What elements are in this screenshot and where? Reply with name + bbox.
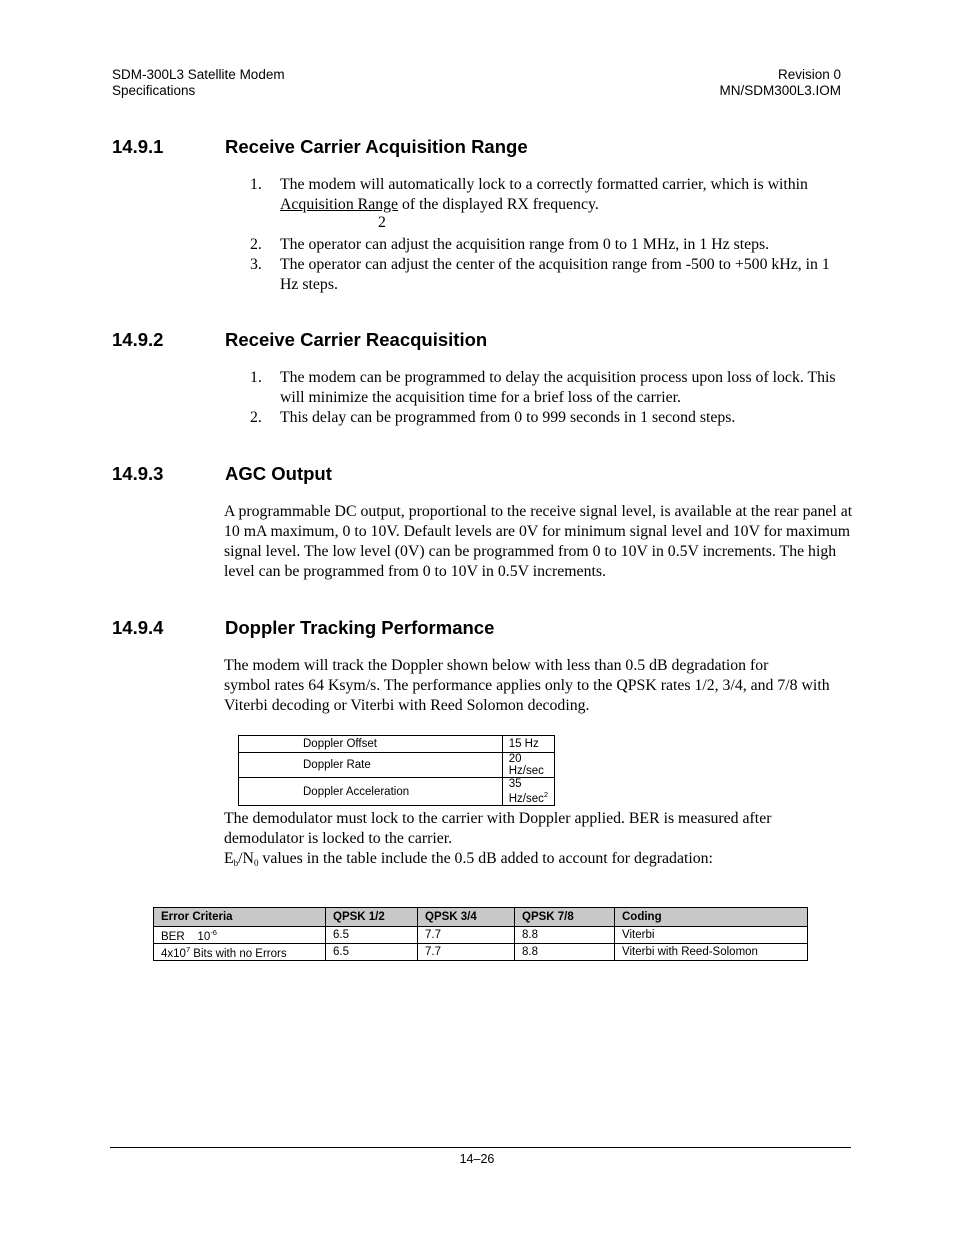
footer-rule [110,1147,851,1148]
list-text: The modem will automatically lock to a correctly formatted carrier, which is within [280,176,808,193]
doc-revision: Revision 0 [777,67,841,82]
list-number: 3. [250,256,262,273]
criteria-text: 4x10 [161,947,186,960]
list-item [250,408,850,428]
footnote-marker: 2 [378,214,386,231]
numbered-list [250,175,850,295]
list-number: 1. [250,369,262,386]
doppler-table [238,735,555,806]
table-cell: Viterbi with Reed-Solomon [615,944,808,961]
acquisition-range-link[interactable]: Acquisition Range [280,196,399,213]
table-header-row [154,908,808,927]
list-item [250,368,850,408]
eb-symbol: E [224,850,234,867]
section-title: Receive Carrier Acquisition Range [225,136,528,157]
subscript: 0 [253,858,259,868]
table-row [154,944,808,961]
superscript: 2 [543,790,549,799]
doc-title: SDM-300L3 Satellite Modem [112,67,285,82]
table-row [154,927,808,944]
table-row [239,753,555,778]
list-number: 2. [250,409,262,426]
column-header: QPSK 1/2 [326,908,418,927]
column-header: Error Criteria [154,908,326,927]
section-number: 14.9.2 [112,329,164,350]
table-cell: Viterbi [615,927,808,944]
table-cell: 8.8 [515,927,615,944]
list-item [250,235,850,255]
numbered-list [250,368,850,428]
table-cell: 15 Hz [502,736,554,753]
table-cell [154,927,326,944]
list-text: The operator can adjust the acquisition range from 0 to 1 MHz, in 1 Hz steps. [280,236,770,253]
page-number: 14–26 [459,1152,495,1166]
paragraph-line: The modem will track the Doppler shown below with less than 0.5 dB degradation for [224,657,769,674]
list-number: 1. [250,176,262,193]
criteria-text: Bits with no Errors [190,947,287,960]
section-title: Receive Carrier Reacquisition [225,329,488,350]
list-number: 2. [250,236,262,253]
list-text: The modem can be programmed to delay the acquisition process upon loss of lock. This will minimize the acquisition time for a brief loss of the carrier. [280,369,836,406]
n0-symbol: /N [238,850,254,867]
table-cell: Doppler Acceleration [239,778,503,806]
table-cell: 6.5 [326,927,418,944]
table-cell: 20 Hz/sec [502,753,554,778]
doc-chapter: Specifications [112,83,196,98]
error-criteria-table [153,907,808,961]
column-header: QPSK 7/8 [515,908,615,927]
ebno-paragraph [224,849,854,873]
table-cell: 6.5 [326,944,418,961]
table-row [239,778,555,806]
column-header: Coding [615,908,808,927]
table-row [239,736,555,753]
superscript: -6 [210,927,217,937]
section-title: Doppler Tracking Performance [225,617,495,638]
table-cell: Doppler Offset [239,736,503,753]
section-number: 14.9.3 [112,463,164,484]
paragraph-text: values in the table include the 0.5 dB added to account for degradation: [258,850,713,867]
list-text: of the displayed RX frequency. [398,196,599,213]
table-cell: 7.7 [418,927,515,944]
body-paragraph [224,656,854,716]
paragraph-line: symbol rates 64 Ksym/s. The performance applies only to the QPSK rates 1/2, 3/4, and 7/8 with Viterbi decoding or Viterbi with Reed Solomon decoding. [224,677,830,714]
list-item [250,255,850,295]
table-cell: 7.7 [418,944,515,961]
list-item [250,175,850,215]
table-cell [502,778,554,806]
column-header: QPSK 3/4 [418,908,515,927]
list-text: The operator can adjust the center of the acquisition range from -500 to +500 kHz, in 1 Hz steps. [280,256,830,293]
section-title: AGC Output [225,463,332,484]
table-cell: 8.8 [515,944,615,961]
table-cell [154,944,326,961]
criteria-text: BER 10 [161,930,211,943]
document-header-left [112,67,285,99]
cell-value: 35 Hz/sec [508,778,544,805]
subscript: b [233,858,239,868]
table-cell: Doppler Rate [239,753,503,778]
document-header-right [719,67,841,99]
body-paragraph: The demodulator must lock to the carrier with Doppler applied. BER is measured after demodulator is locked to the carrier. [224,810,772,847]
section-number: 14.9.4 [112,617,164,638]
list-text: This delay can be programmed from 0 to 999 seconds in 1 second steps. [280,409,736,426]
body-paragraph: A programmable DC output, proportional to the receive signal level, is available at the rear panel at 10 mA maximum, 0 to 10V. Default levels are 0V for minimum signal level and 10V for maximum signal level. The low level (0V) can be programmed from 0 to 10V in 0.5V increments. The high level can be programmed from 0 to 10V in 0.5V increments. [224,503,853,580]
doc-id: MN/SDM300L3.IOM [719,83,841,98]
superscript: 7 [185,944,191,954]
section-number: 14.9.1 [112,136,164,157]
